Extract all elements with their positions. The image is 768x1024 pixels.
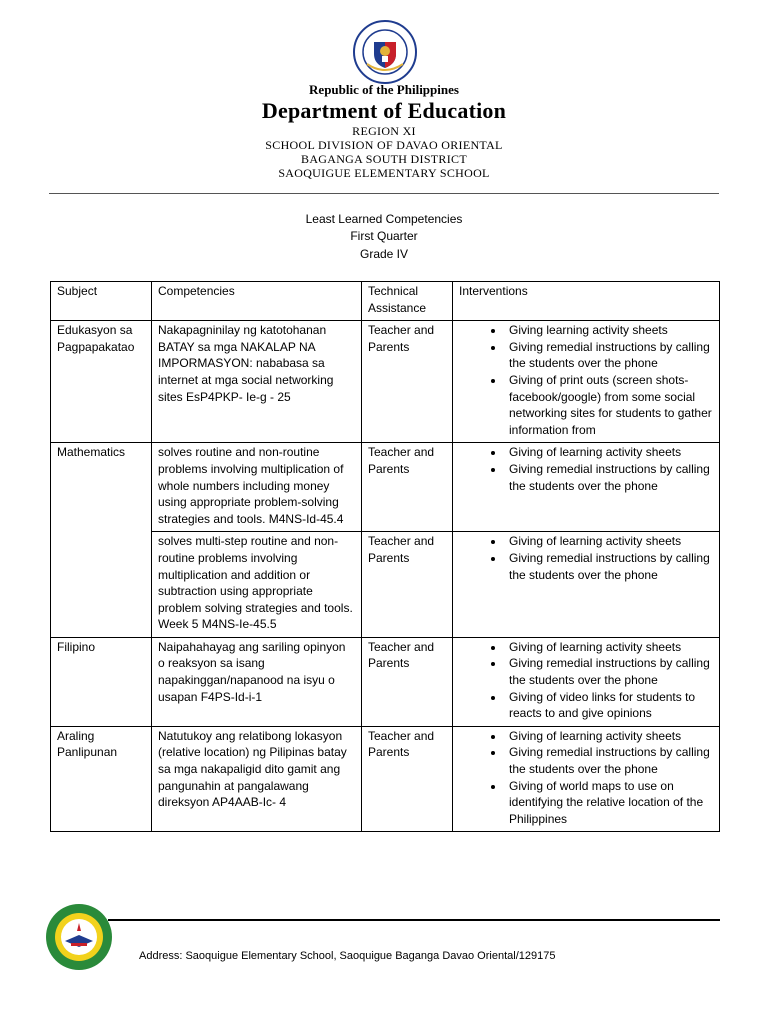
competencies-table [50,281,720,832]
table-row [51,726,720,832]
header-technical-assistance: Technical Assistance [362,282,453,321]
interventions-list [459,322,713,438]
table-row [51,532,720,638]
interventions-list [459,639,713,722]
competency-cell: solves routine and non-routine problems involving multiplication of whole numbers including money using appropriate problem-solving strategies and tools. M4NS-Id-45.4 [152,443,362,532]
list-item: • Giving remedial instructions by calling the students over the phone [505,655,713,688]
interventions-list [459,444,713,494]
table-header-row [51,282,720,321]
region-line: REGION XI [352,124,416,138]
deped-seal-logo [353,20,417,84]
interventions-cell [453,321,720,443]
header-competencies: Competencies [152,282,362,321]
document-grade: Grade IV [359,247,409,261]
competency-cell: solves multi-step routine and non-routine problems involving multiplication and addition or subtraction using appropriate problem solving strategies and tools. Week 5 M4NS-Ie-45.5 [152,532,362,638]
table-row [51,321,720,443]
school-logo [45,903,113,971]
subject-cell: Mathematics [51,443,152,638]
interventions-cell [453,637,720,726]
department-heading: Department of Education [261,98,507,123]
list-item: • Giving of learning activity sheets [505,639,713,656]
list-item: • Giving remedial instructions by calling the students over the phone [505,744,713,777]
footer-divider [108,919,720,921]
list-item: • Giving of learning activity sheets [505,444,713,461]
interventions-cell [453,726,720,832]
subject-cell: Filipino [51,637,152,726]
division-line: SCHOOL DIVISION OF DAVAO ORIENTAL [265,138,503,152]
assistance-cell: Teacher and Parents [362,532,453,638]
list-item: • Giving learning activity sheets [505,322,713,339]
competency-cell: Nakapagninilay ng katotohanan BATAY sa mga NAKALAP NA IMPORMASYON: nababasa sa internet at mga social networking sites EsP4PKP- Ie-g - 25 [152,321,362,443]
subject-cell: Araling Panlipunan [51,726,152,832]
table-row [51,637,720,726]
header-divider [49,193,719,194]
list-item: • Giving of print outs (screen shots-facebook/google) from some social networking sites for students to gather information from [505,372,713,438]
assistance-cell: Teacher and Parents [362,726,453,832]
header-subject: Subject [51,282,152,321]
header-interventions: Interventions [453,282,720,321]
assistance-cell: Teacher and Parents [362,637,453,726]
interventions-cell [453,532,720,638]
list-item: • Giving remedial instructions by calling the students over the phone [505,339,713,372]
interventions-list [459,533,713,583]
table-row [51,443,720,532]
list-item: • Giving of learning activity sheets [505,728,713,745]
interventions-list [459,728,713,828]
assistance-cell: Teacher and Parents [362,321,453,443]
competency-cell: Naipahahayag ang sariling opinyon o reaksyon sa isang napakinggan/napanood na isyu o usapan F4PS-Id-i-1 [152,637,362,726]
document-quarter: First Quarter [350,229,418,243]
list-item: • Giving of video links for students to reacts to and give opinions [505,689,713,722]
competency-cell: Natutukoy ang relatibong lokasyon (relative location) ng Pilipinas batay sa mga nakapaligid dito gamit ang pangunahin at pangalawang direksyon AP4AAB-Ic- 4 [152,726,362,832]
district-line: BAGANGA SOUTH DISTRICT [301,152,467,166]
assistance-cell: Teacher and Parents [362,443,453,532]
list-item: • Giving of learning activity sheets [505,533,713,550]
list-item: • Giving remedial instructions by calling the students over the phone [505,461,713,494]
list-item: • Giving of world maps to use on identifying the relative location of the Philippines [505,778,713,828]
republic-heading: Republic of the Philippines [309,82,459,97]
subject-cell: Edukasyon sa Pagpapakatao [51,321,152,443]
school-line: SAOQUIGUE ELEMENTARY SCHOOL [278,166,490,180]
interventions-cell [453,443,720,532]
document-title: Least Learned Competencies [305,212,463,226]
footer-address: Address: Saoquigue Elementary School, Saoquigue Baganga Davao Oriental/129175 [139,950,556,962]
list-item: • Giving remedial instructions by calling the students over the phone [505,550,713,583]
